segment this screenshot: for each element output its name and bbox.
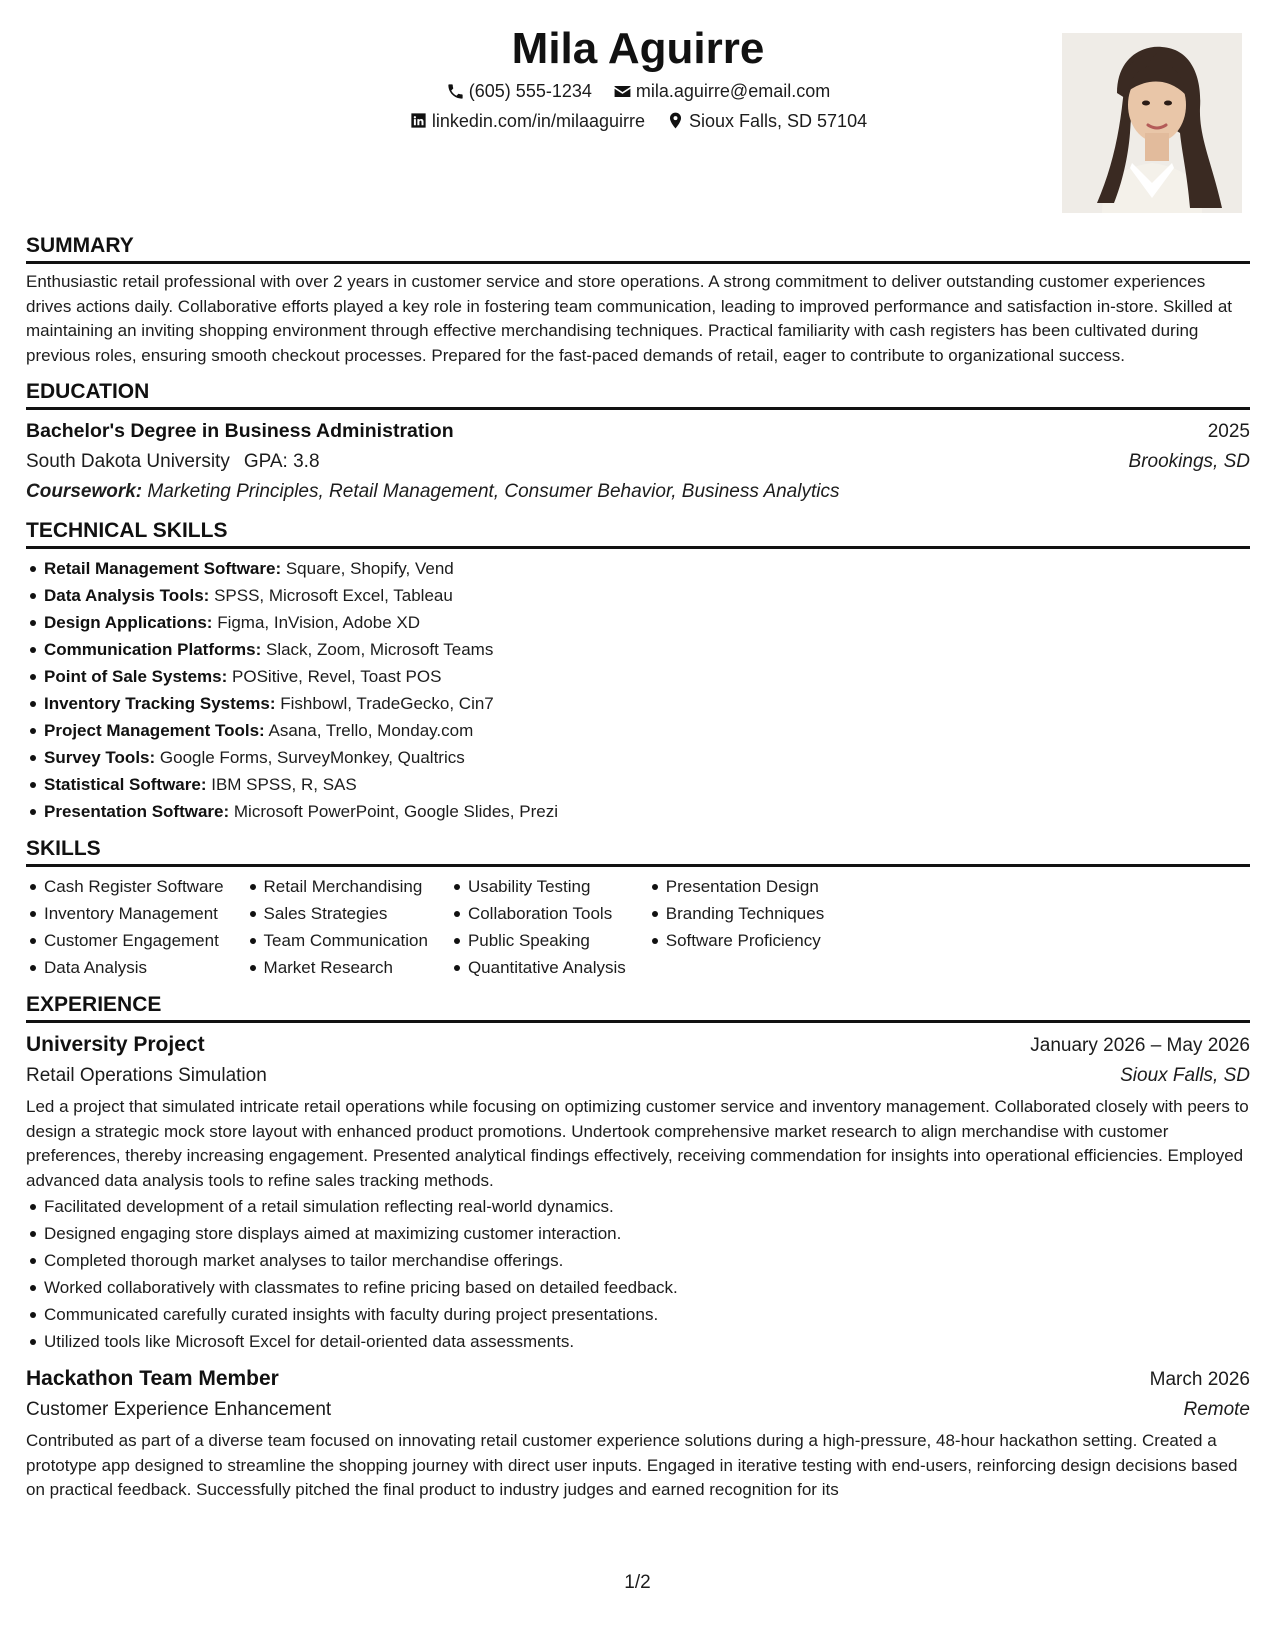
skills-columns bbox=[26, 873, 1250, 981]
location-text: Sioux Falls, SD 57104 bbox=[689, 110, 868, 131]
job-description: Led a project that simulated intricate retail operations while focusing on optimizing customer service and inventory management. Collaborated closely with peers to design a strategic mock store layout with enhanced product promotions. Undertook comprehensive market research to align merchandise with customer preferences, thereby increasing engagement. Presented analytical findings effectively, receiving commendation for insights into operational efficiencies. Employed advanced data analysis tools to refine sales tracking methods. bbox=[26, 1097, 1249, 1190]
list-item: Team Communication bbox=[246, 927, 428, 954]
coursework-list: Marketing Principles, Retail Management, Consumer Behavior, Business Analytics bbox=[147, 481, 840, 502]
list-item: Communicated carefully curated insights with faculty during project presentations. bbox=[26, 1301, 1250, 1328]
experience-sub-row bbox=[26, 1061, 1250, 1091]
school-name: South Dakota University bbox=[26, 451, 230, 472]
phone-text: (605) 555-1234 bbox=[468, 81, 592, 101]
map-pin-icon bbox=[666, 111, 685, 130]
skill-category: Point of Sale Systems: bbox=[44, 667, 228, 686]
coursework-label: Coursework: bbox=[26, 481, 143, 502]
skill-values: Square, Shopify, Vend bbox=[285, 559, 454, 578]
skill-category: Retail Management Software: bbox=[44, 559, 282, 578]
school-location: Brookings, SD bbox=[1128, 451, 1250, 472]
list-item: Utilized tools like Microsoft Excel for detail-oriented data assessments. bbox=[26, 1328, 1250, 1355]
gpa: GPA: 3.8 bbox=[243, 451, 320, 472]
experience-entry-1 bbox=[26, 1029, 1250, 1355]
list-item: Cash Register Software bbox=[26, 873, 224, 900]
list-item: Branding Techniques bbox=[648, 900, 824, 927]
list-item: Market Research bbox=[246, 954, 428, 981]
experience-heading: EXPERIENCE bbox=[26, 991, 1250, 1023]
job-location: Sioux Falls, SD bbox=[1120, 1065, 1250, 1086]
job-bullets bbox=[26, 1193, 1250, 1355]
list-item bbox=[26, 582, 1250, 609]
skill-values: Fishbowl, TradeGecko, Cin7 bbox=[280, 694, 494, 713]
experience-sub-row bbox=[26, 1395, 1250, 1425]
skills-column-2 bbox=[246, 873, 428, 981]
list-item: Customer Engagement bbox=[26, 927, 224, 954]
job-subtitle: Retail Operations Simulation bbox=[26, 1065, 267, 1086]
list-item bbox=[26, 690, 1250, 717]
linkedin-contact[interactable] bbox=[409, 108, 645, 134]
skill-values: Microsoft PowerPoint, Google Slides, Prezi bbox=[233, 802, 558, 821]
skill-category: Presentation Software: bbox=[44, 802, 230, 821]
education-section bbox=[26, 378, 1250, 507]
technical-skills-section bbox=[26, 517, 1250, 825]
skill-values: POSitive, Revel, Toast POS bbox=[232, 667, 442, 686]
list-item: Sales Strategies bbox=[246, 900, 428, 927]
location-contact bbox=[666, 108, 867, 134]
experience-section bbox=[26, 991, 1250, 1503]
page-number: 1/2 bbox=[624, 1572, 651, 1593]
skill-values: SPSS, Microsoft Excel, Tableau bbox=[214, 586, 453, 605]
job-dates: March 2026 bbox=[1149, 1369, 1250, 1390]
list-item bbox=[26, 744, 1250, 771]
skill-values: Figma, InVision, Adobe XD bbox=[217, 613, 421, 632]
technical-skills-heading: TECHNICAL SKILLS bbox=[26, 517, 1250, 549]
list-item: Presentation Design bbox=[648, 873, 824, 900]
job-subtitle: Customer Experience Enhancement bbox=[26, 1399, 332, 1420]
summary-text: Enthusiastic retail professional with over 2 years in customer service and store operations. A strong commitment to deliver outstanding customer experiences drives actions daily. Collaborative efforts played a key role in fostering team communication, leading to improved performance and satisfaction in-store. Skilled at maintaining an inviting shopping environment through effective merchandising techniques. Practical familiarity with cash registers has been cultivated during previous roles, ensuring smooth checkout processes. Prepared for the fast-paced demands of retail, eager to contribute to organizational success. bbox=[26, 272, 1233, 365]
list-item bbox=[26, 636, 1250, 663]
phone-contact bbox=[446, 78, 592, 104]
education-row-1 bbox=[26, 416, 1250, 447]
list-item: Usability Testing bbox=[450, 873, 626, 900]
candidate-name: Mila Aguirre bbox=[511, 24, 765, 73]
profile-photo bbox=[1062, 33, 1242, 213]
resume-header bbox=[26, 20, 1250, 232]
job-title: University Project bbox=[26, 1033, 205, 1056]
skills-column-3 bbox=[450, 873, 626, 981]
job-location: Remote bbox=[1183, 1399, 1250, 1420]
skills-section bbox=[26, 835, 1250, 981]
skill-values: Google Forms, SurveyMonkey, Qualtrics bbox=[159, 748, 465, 767]
list-item bbox=[26, 771, 1250, 798]
education-row-2 bbox=[26, 447, 1250, 477]
list-item bbox=[26, 663, 1250, 690]
experience-entry-2 bbox=[26, 1363, 1250, 1503]
resume-page bbox=[26, 20, 1250, 1513]
list-item: Data Analysis bbox=[26, 954, 224, 981]
skills-heading: SKILLS bbox=[26, 835, 1250, 867]
job-dates: January 2026 – May 2026 bbox=[1030, 1035, 1250, 1056]
skill-values: Slack, Zoom, Microsoft Teams bbox=[265, 640, 494, 659]
experience-header-row bbox=[26, 1363, 1250, 1395]
coursework bbox=[26, 477, 1250, 507]
skill-category: Survey Tools: bbox=[44, 748, 156, 767]
email-contact[interactable] bbox=[613, 78, 830, 104]
list-item: Completed thorough market analyses to tailor merchandise offerings. bbox=[26, 1247, 1250, 1274]
degree-title: Bachelor's Degree in Business Administration bbox=[26, 420, 454, 442]
skills-column-4 bbox=[648, 873, 824, 981]
skill-category: Design Applications: bbox=[44, 613, 213, 632]
list-item: Software Proficiency bbox=[648, 927, 824, 954]
list-item: Public Speaking bbox=[450, 927, 626, 954]
job-title: Hackathon Team Member bbox=[26, 1367, 279, 1390]
job-description: Contributed as part of a diverse team focused on innovating retail customer experience solutions during a high-pressure, 48-hour hackathon setting. Created a prototype app designed to streamline the shopping journey with direct user inputs. Engaged in iterative testing with end-users, reinforcing design decisions based on practical feedback. Successfully pitched the final product to industry judges and earned recognition for its bbox=[26, 1431, 1238, 1499]
list-item: Designed engaging store displays aimed at maximizing customer interaction. bbox=[26, 1220, 1250, 1247]
list-item bbox=[26, 555, 1250, 582]
list-item bbox=[26, 798, 1250, 825]
linkedin-icon bbox=[409, 111, 428, 130]
list-item: Quantitative Analysis bbox=[450, 954, 626, 981]
summary-section bbox=[26, 232, 1250, 368]
skill-category: Statistical Software: bbox=[44, 775, 207, 794]
list-item: Facilitated development of a retail simulation reflecting real-world dynamics. bbox=[26, 1193, 1250, 1220]
skills-column-1 bbox=[26, 873, 224, 981]
envelope-icon bbox=[613, 82, 632, 101]
list-item bbox=[26, 717, 1250, 744]
linkedin-text: linkedin.com/in/milaaguirre bbox=[431, 110, 645, 131]
skill-category: Communication Platforms: bbox=[44, 640, 262, 659]
experience-header-row bbox=[26, 1029, 1250, 1061]
skill-category: Project Management Tools: bbox=[44, 721, 265, 740]
list-item bbox=[26, 609, 1250, 636]
skill-values: Asana, Trello, Monday.com bbox=[268, 721, 474, 740]
summary-heading: SUMMARY bbox=[26, 232, 1250, 264]
list-item: Worked collaboratively with classmates to refine pricing based on detailed feedback. bbox=[26, 1274, 1250, 1301]
list-item: Retail Merchandising bbox=[246, 873, 428, 900]
school-info bbox=[26, 447, 320, 477]
technical-skills-list bbox=[26, 555, 1250, 825]
phone-icon bbox=[446, 82, 465, 101]
skill-category: Inventory Tracking Systems: bbox=[44, 694, 276, 713]
skill-values: IBM SPSS, R, SAS bbox=[211, 775, 357, 794]
portrait-image bbox=[1062, 33, 1242, 213]
list-item: Inventory Management bbox=[26, 900, 224, 927]
skill-category: Data Analysis Tools: bbox=[44, 586, 210, 605]
email-text: mila.aguirre@email.com bbox=[635, 81, 831, 101]
list-item: Collaboration Tools bbox=[450, 900, 626, 927]
graduation-year: 2025 bbox=[1207, 421, 1250, 442]
education-heading: EDUCATION bbox=[26, 378, 1250, 410]
